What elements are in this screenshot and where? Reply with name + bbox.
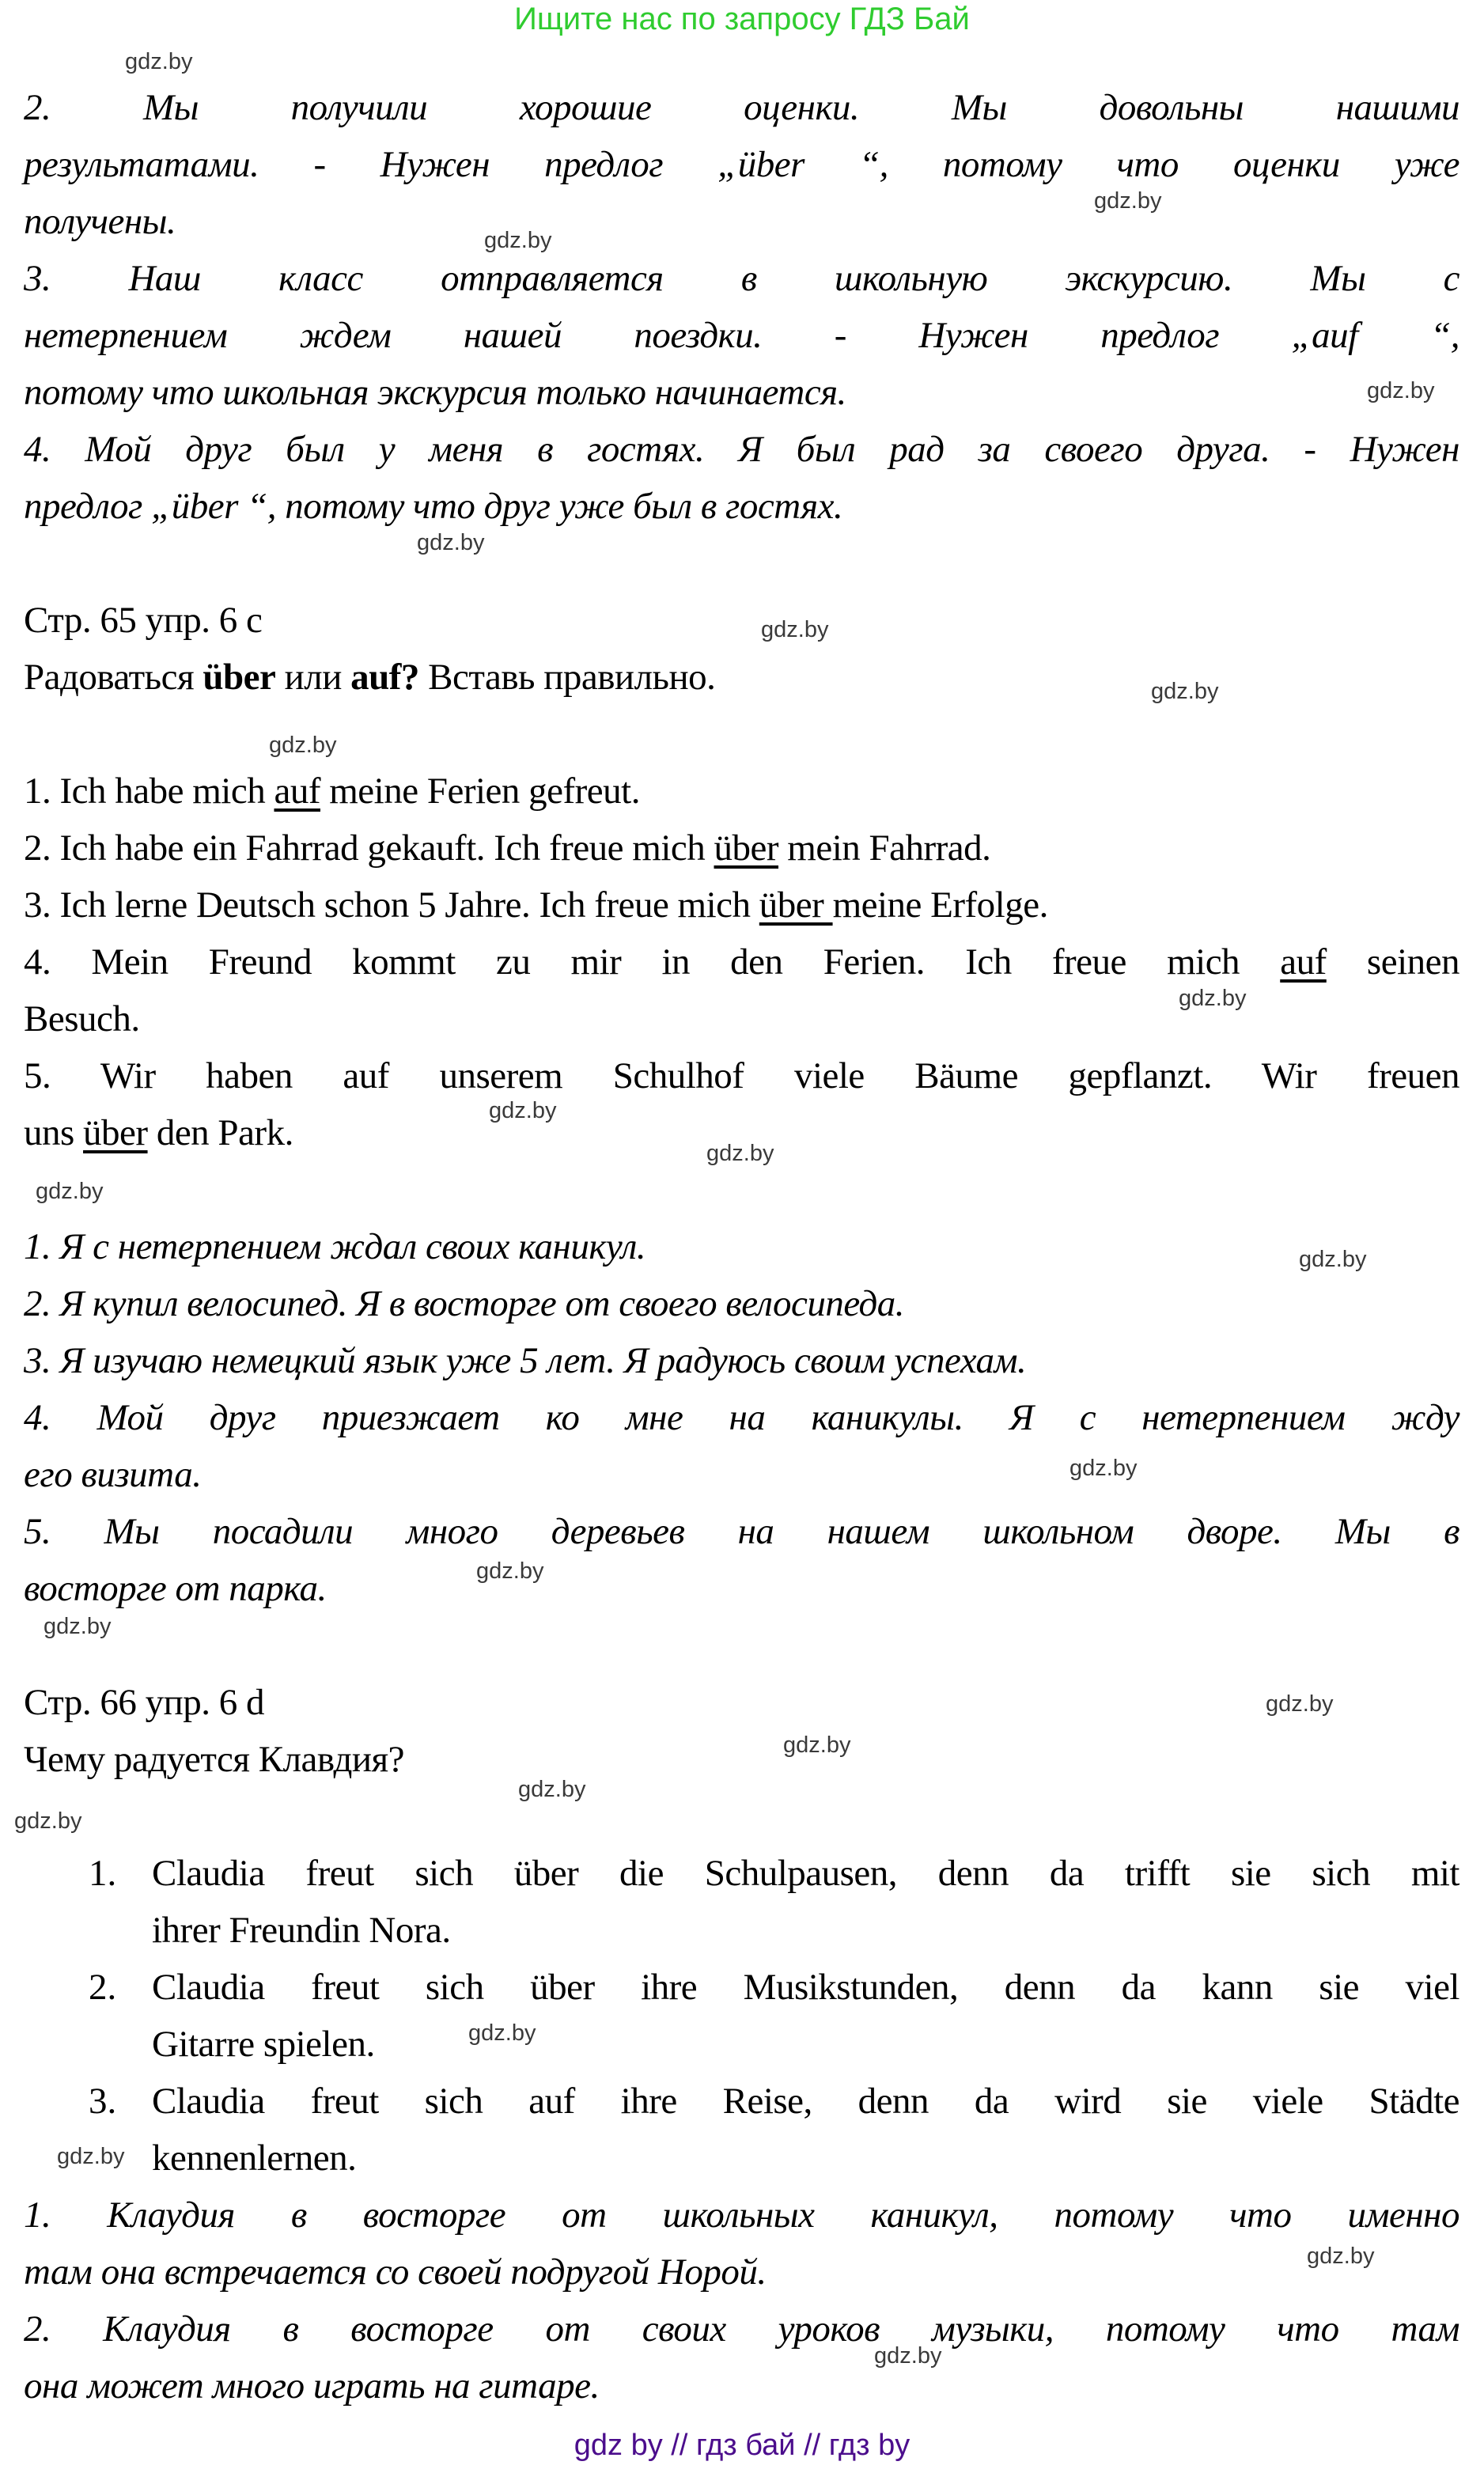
text-run: Радоваться — [24, 657, 203, 698]
underlined-word: über — [759, 884, 833, 926]
text-line — [24, 1731, 1459, 1788]
text-line — [24, 763, 1459, 820]
watermark: gdz.by — [14, 1808, 82, 1834]
watermark: gdz.by — [1367, 378, 1435, 403]
text-run: 5. Мы посадили много деревьев на нашем школьном дворе. Мы в — [24, 1511, 1459, 1552]
text-run: предлог „über “, потому что друг уже был в гостях. — [24, 486, 843, 527]
watermark: gdz.by — [1069, 1456, 1138, 1481]
watermark: gdz.by — [1094, 188, 1162, 214]
text-run: kennenlernen. — [152, 2138, 357, 2179]
paragraph — [24, 820, 1459, 877]
exercise-heading — [24, 1731, 1459, 1788]
page-footer: gdz by // гдз бай // гдз by — [574, 2429, 910, 2462]
text-line — [24, 478, 1459, 535]
text-line — [24, 1104, 1459, 1161]
text-line — [24, 193, 1459, 250]
text-run: uns — [24, 1112, 84, 1153]
text-run: его визита. — [24, 1454, 202, 1495]
list-number: 3. — [89, 2081, 117, 2122]
text-run: mein Fahrrad. — [778, 827, 991, 869]
paragraph — [24, 1389, 1459, 1503]
watermark: gdz.by — [36, 1179, 104, 1204]
watermark: gdz.by — [44, 1614, 112, 1639]
spacer — [24, 1788, 1459, 1845]
text-run: 2. Клаудия в восторге от своих уроков музыки, потому что там — [24, 2308, 1459, 2350]
text-run: нетерпением ждем нашей поездки. - Нужен предлог „auf “, — [24, 315, 1459, 356]
text-run: она может много играть на гитаре. — [24, 2365, 600, 2407]
text-run: восторге от парка. — [24, 1568, 327, 1609]
bold-word: auf? — [350, 657, 419, 698]
text-line — [24, 364, 1459, 421]
spacer — [24, 1617, 1459, 1674]
text-line — [24, 250, 1459, 307]
text-run: Claudia freut sich über die Schulpausen, denn da trifft sie sich mit — [152, 1853, 1459, 1894]
underlined-word: auf — [1280, 941, 1327, 983]
text-line — [24, 2244, 1459, 2300]
underlined-word: auf — [274, 771, 320, 812]
text-run: 3. Наш класс отправляется в школьную экскурсию. Мы с — [24, 258, 1459, 299]
text-run: 1. Ich habe mich — [24, 771, 274, 812]
underlined-word: über — [714, 827, 779, 869]
text-line — [24, 2357, 1459, 2414]
content-area — [24, 79, 1459, 2414]
paragraph — [24, 421, 1459, 535]
text-line — [24, 2187, 1459, 2244]
watermark: gdz.by — [1151, 679, 1219, 704]
paragraph — [24, 1332, 1459, 1389]
text-run: 5. Wir haben auf unserem Schulhof viele Bäume gepflanzt. Wir freuen — [24, 1055, 1459, 1096]
watermark: gdz.by — [761, 617, 829, 642]
text-run: Besuch. — [24, 998, 140, 1039]
paragraph — [24, 1218, 1459, 1275]
text-line — [24, 1503, 1459, 1560]
text-line — [24, 649, 1459, 706]
exercise-heading — [24, 592, 1459, 649]
text-run: 4. Mein Freund kommt zu mir in den Ferien. Ich freue mich — [24, 941, 1281, 983]
text-line — [24, 1218, 1459, 1275]
text-run: результатами. - Нужен предлог „über “, потому что оценки уже — [24, 144, 1459, 185]
text-run: 4. Мой друг был у меня в гостях. Я был рад за своего друга. - Нужен — [24, 429, 1459, 470]
spacer — [24, 535, 1459, 592]
list-number: 2. — [89, 1967, 117, 2008]
text-run: 1. Я с нетерпением ждал своих каникул. — [24, 1226, 646, 1267]
watermark: gdz.by — [57, 2144, 125, 2169]
text-line — [24, 1446, 1459, 1503]
text-run: Чему радуется Клавдия? — [24, 1739, 404, 1780]
text-line — [24, 820, 1459, 877]
text-line — [24, 877, 1459, 933]
watermark: gdz.by — [1307, 2244, 1375, 2269]
text-run: потому что школьная экскурсия только начинается. — [24, 372, 846, 413]
text-run: Claudia freut sich auf ihre Reise, denn da wird sie viele Städte — [152, 2081, 1459, 2122]
text-line — [152, 2130, 1459, 2187]
text-run: 2. Мы получили хорошие оценки. Мы довольны нашими — [24, 87, 1459, 128]
text-line — [24, 136, 1459, 193]
text-run: ihrer Freundin Nora. — [152, 1910, 451, 1951]
paragraph — [24, 2073, 1459, 2187]
paragraph — [24, 877, 1459, 933]
watermark: gdz.by — [706, 1141, 774, 1166]
text-line — [152, 2016, 1459, 2073]
text-run: Стр. 66 упр. 6 d — [24, 1682, 264, 1723]
watermark: gdz.by — [1299, 1247, 1367, 1272]
watermark: gdz.by — [489, 1098, 557, 1123]
text-run: или — [275, 657, 351, 698]
text-line — [152, 2073, 1459, 2130]
text-run: там она встречается со своей подругой Норой. — [24, 2251, 767, 2293]
watermark: gdz.by — [269, 733, 337, 758]
watermark: gdz.by — [417, 530, 485, 555]
text-line — [24, 2300, 1459, 2357]
text-line — [24, 1674, 1459, 1731]
paragraph — [24, 1047, 1459, 1161]
promo-banner: Ищите нас по запросу ГДЗ Бай — [514, 2, 970, 36]
text-run: Gitarre spielen. — [152, 2024, 375, 2065]
text-line — [24, 990, 1459, 1047]
text-line — [24, 592, 1459, 649]
text-run: 1. Клаудия в восторге от школьных каникул, потому что именно — [24, 2194, 1459, 2236]
text-run: Вставь правильно. — [418, 657, 716, 698]
text-line — [152, 1959, 1459, 2016]
underlined-word: über — [83, 1112, 148, 1153]
paragraph — [24, 1845, 1459, 1959]
text-line — [152, 1902, 1459, 1959]
text-line — [24, 421, 1459, 478]
text-run: den Park. — [147, 1112, 293, 1153]
text-line — [24, 307, 1459, 364]
paragraph — [24, 2300, 1459, 2414]
text-line — [24, 933, 1459, 990]
text-line — [24, 1275, 1459, 1332]
text-run: seinen — [1326, 941, 1459, 983]
watermark: gdz.by — [125, 49, 193, 74]
text-run: 4. Мой друг приезжает ко мне на каникулы. Я с нетерпением жду — [24, 1397, 1459, 1438]
text-run: meine Ferien gefreut. — [320, 771, 640, 812]
watermark: gdz.by — [1179, 986, 1247, 1011]
watermark: gdz.by — [518, 1777, 586, 1802]
text-line — [152, 1845, 1459, 1902]
exercise-heading — [24, 1674, 1459, 1731]
watermark: gdz.by — [783, 1732, 851, 1758]
spacer — [24, 706, 1459, 763]
text-run: Claudia freut sich über ihre Musikstunden, denn da kann sie viel — [152, 1967, 1459, 2008]
paragraph — [24, 1275, 1459, 1332]
watermark: gdz.by — [1266, 1691, 1334, 1717]
watermark: gdz.by — [468, 2020, 536, 2046]
paragraph — [24, 2187, 1459, 2300]
text-run: Стр. 65 упр. 6 с — [24, 600, 263, 641]
text-run: meine Erfolge. — [832, 884, 1048, 926]
text-run: 3. Ich lerne Deutsch schon 5 Jahre. Ich freue mich — [24, 884, 759, 926]
watermark: gdz.by — [484, 228, 552, 253]
text-run: 2. Ich habe ein Fahrrad gekauft. Ich freue mich — [24, 827, 714, 869]
text-line — [24, 1332, 1459, 1389]
spacer — [24, 1161, 1459, 1218]
paragraph — [24, 250, 1459, 421]
paragraph — [24, 933, 1459, 1047]
bold-word: über — [203, 657, 276, 698]
text-run: 2. Я купил велосипед. Я в восторге от своего велосипеда. — [24, 1283, 905, 1324]
exercise-heading — [24, 649, 1459, 706]
text-line — [24, 79, 1459, 136]
text-line — [24, 1389, 1459, 1446]
paragraph — [24, 1959, 1459, 2073]
text-run: получены. — [24, 201, 176, 242]
paragraph — [24, 763, 1459, 820]
text-line — [24, 1047, 1459, 1104]
paragraph — [24, 79, 1459, 250]
watermark: gdz.by — [476, 1558, 544, 1584]
paragraph — [24, 1503, 1459, 1617]
text-run: 3. Я изучаю немецкий язык уже 5 лет. Я радуюсь своим успехам. — [24, 1340, 1027, 1381]
text-line — [24, 1560, 1459, 1617]
list-number: 1. — [89, 1853, 117, 1894]
watermark: gdz.by — [874, 2343, 942, 2369]
